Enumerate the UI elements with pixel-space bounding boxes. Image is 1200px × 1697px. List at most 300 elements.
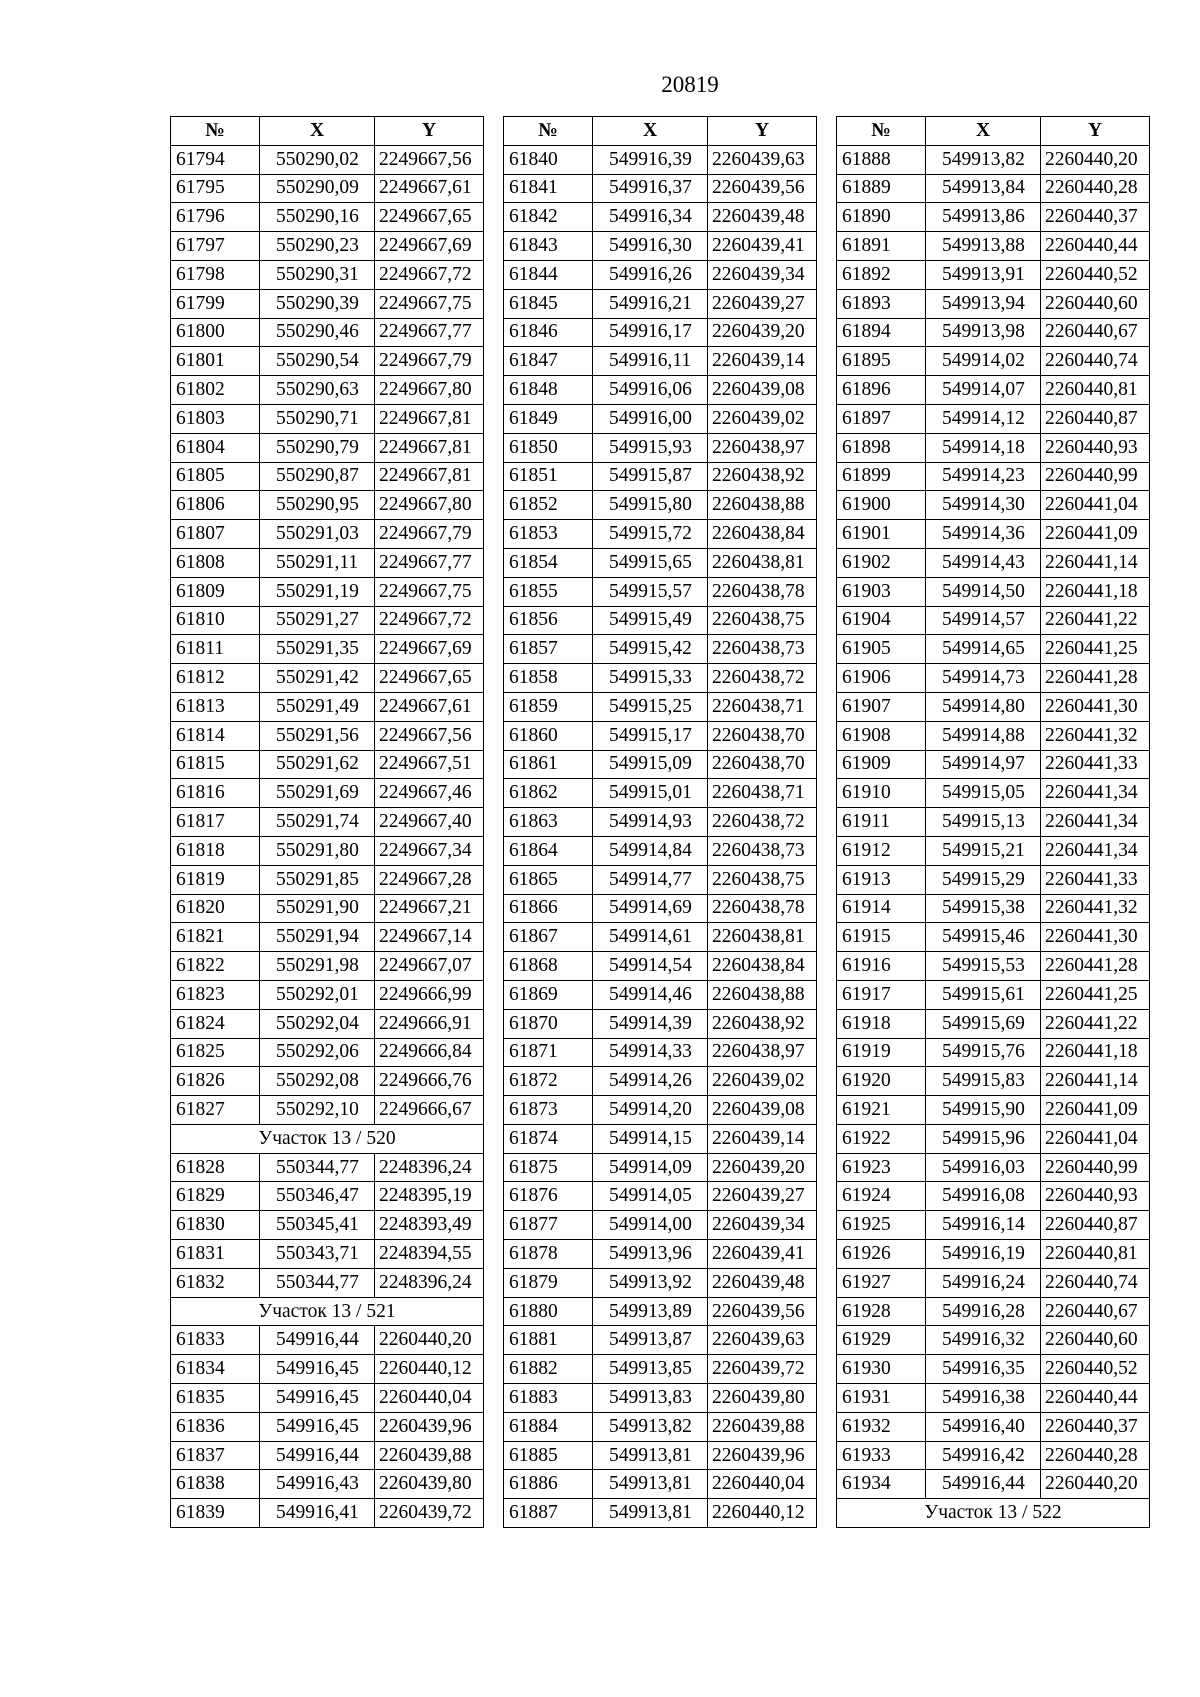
y-coordinate-cell: 2249667,40 bbox=[375, 808, 484, 837]
table-row bbox=[504, 750, 817, 779]
point-number-cell: 61807 bbox=[171, 520, 260, 549]
y-coordinate-cell: 2260439,08 bbox=[708, 1096, 817, 1125]
point-number-cell: 61822 bbox=[171, 952, 260, 981]
table-row bbox=[504, 548, 817, 577]
table-row bbox=[837, 865, 1150, 894]
x-coordinate-cell: 549915,69 bbox=[926, 1009, 1041, 1038]
x-coordinate-cell: 549916,19 bbox=[926, 1240, 1041, 1269]
point-number-cell: 61818 bbox=[171, 836, 260, 865]
table-row bbox=[171, 376, 484, 405]
table-row bbox=[171, 1470, 484, 1499]
point-number-cell: 61838 bbox=[171, 1470, 260, 1499]
x-coordinate-cell: 549916,45 bbox=[260, 1384, 375, 1413]
x-coordinate-cell: 549913,89 bbox=[593, 1297, 708, 1326]
x-coordinate-cell: 550290,23 bbox=[260, 232, 375, 261]
point-number-cell: 61904 bbox=[837, 606, 926, 635]
point-number-cell: 61794 bbox=[171, 145, 260, 174]
x-coordinate-cell: 550343,71 bbox=[260, 1240, 375, 1269]
table-row bbox=[837, 1441, 1150, 1470]
table-row bbox=[837, 1384, 1150, 1413]
y-coordinate-cell: 2260441,25 bbox=[1041, 980, 1150, 1009]
y-coordinate-cell: 2260441,22 bbox=[1041, 1009, 1150, 1038]
point-number-cell: 61823 bbox=[171, 980, 260, 1009]
point-number-cell: 61894 bbox=[837, 318, 926, 347]
x-coordinate-cell: 549915,65 bbox=[593, 548, 708, 577]
x-coordinate-cell: 549916,41 bbox=[260, 1499, 375, 1528]
y-coordinate-cell: 2260440,37 bbox=[1041, 203, 1150, 232]
table-row bbox=[171, 577, 484, 606]
point-number-cell: 61915 bbox=[837, 923, 926, 952]
table-row bbox=[837, 606, 1150, 635]
point-number-cell: 61880 bbox=[504, 1297, 593, 1326]
table-row bbox=[837, 1182, 1150, 1211]
table-row bbox=[171, 721, 484, 750]
x-coordinate-cell: 549914,20 bbox=[593, 1096, 708, 1125]
y-coordinate-cell: 2249667,21 bbox=[375, 894, 484, 923]
point-number-cell: 61914 bbox=[837, 894, 926, 923]
table-row bbox=[837, 836, 1150, 865]
y-coordinate-cell: 2260441,18 bbox=[1041, 1038, 1150, 1067]
point-number-cell: 61891 bbox=[837, 232, 926, 261]
y-coordinate-cell: 2249667,79 bbox=[375, 347, 484, 376]
point-number-cell: 61922 bbox=[837, 1124, 926, 1153]
point-number-cell: 61846 bbox=[504, 318, 593, 347]
y-coordinate-cell: 2260441,30 bbox=[1041, 692, 1150, 721]
y-coordinate-cell: 2260438,81 bbox=[708, 923, 817, 952]
x-coordinate-cell: 550292,04 bbox=[260, 1009, 375, 1038]
y-coordinate-cell: 2260440,99 bbox=[1041, 1153, 1150, 1182]
y-coordinate-cell: 2248393,49 bbox=[375, 1211, 484, 1240]
y-coordinate-cell: 2260440,81 bbox=[1041, 376, 1150, 405]
x-coordinate-cell: 549915,46 bbox=[926, 923, 1041, 952]
table-row bbox=[504, 260, 817, 289]
x-coordinate-cell: 550291,35 bbox=[260, 635, 375, 664]
table-row bbox=[171, 174, 484, 203]
table-row bbox=[171, 433, 484, 462]
x-coordinate-cell: 549914,05 bbox=[593, 1182, 708, 1211]
point-number-cell: 61918 bbox=[837, 1009, 926, 1038]
y-coordinate-cell: 2249666,76 bbox=[375, 1067, 484, 1096]
header-y: Y bbox=[1041, 117, 1150, 146]
x-coordinate-cell: 549914,73 bbox=[926, 664, 1041, 693]
x-coordinate-cell: 549914,02 bbox=[926, 347, 1041, 376]
table-row bbox=[504, 203, 817, 232]
x-coordinate-cell: 549914,12 bbox=[926, 404, 1041, 433]
x-coordinate-cell: 549914,84 bbox=[593, 836, 708, 865]
table-row bbox=[171, 1268, 484, 1297]
y-coordinate-cell: 2249667,80 bbox=[375, 376, 484, 405]
y-coordinate-cell: 2260438,92 bbox=[708, 1009, 817, 1038]
x-coordinate-cell: 549915,17 bbox=[593, 721, 708, 750]
point-number-cell: 61851 bbox=[504, 462, 593, 491]
x-coordinate-cell: 549916,17 bbox=[593, 318, 708, 347]
point-number-cell: 61862 bbox=[504, 779, 593, 808]
y-coordinate-cell: 2260441,34 bbox=[1041, 779, 1150, 808]
table-row bbox=[504, 1124, 817, 1153]
x-coordinate-cell: 550290,31 bbox=[260, 260, 375, 289]
point-number-cell: 61887 bbox=[504, 1499, 593, 1528]
x-coordinate-cell: 549915,25 bbox=[593, 692, 708, 721]
point-number-cell: 61799 bbox=[171, 289, 260, 318]
x-coordinate-cell: 549916,42 bbox=[926, 1441, 1041, 1470]
y-coordinate-cell: 2260439,56 bbox=[708, 174, 817, 203]
x-coordinate-cell: 549916,45 bbox=[260, 1412, 375, 1441]
x-coordinate-cell: 550291,11 bbox=[260, 548, 375, 577]
y-coordinate-cell: 2249666,84 bbox=[375, 1038, 484, 1067]
table-row bbox=[837, 1326, 1150, 1355]
x-coordinate-cell: 550290,16 bbox=[260, 203, 375, 232]
x-coordinate-cell: 549916,32 bbox=[926, 1326, 1041, 1355]
x-coordinate-cell: 550292,08 bbox=[260, 1067, 375, 1096]
table-row bbox=[171, 145, 484, 174]
table-row bbox=[837, 1470, 1150, 1499]
section-label: Участок 13 / 522 bbox=[837, 1499, 1150, 1528]
y-coordinate-cell: 2249667,69 bbox=[375, 635, 484, 664]
y-coordinate-cell: 2260440,44 bbox=[1041, 1384, 1150, 1413]
table-row bbox=[504, 376, 817, 405]
coordinates-table-3 bbox=[836, 116, 1150, 1528]
table-row bbox=[504, 779, 817, 808]
table-row bbox=[837, 433, 1150, 462]
point-number-cell: 61795 bbox=[171, 174, 260, 203]
x-coordinate-cell: 549916,03 bbox=[926, 1153, 1041, 1182]
table-row bbox=[171, 1182, 484, 1211]
point-number-cell: 61870 bbox=[504, 1009, 593, 1038]
y-coordinate-cell: 2260439,27 bbox=[708, 1182, 817, 1211]
y-coordinate-cell: 2249667,61 bbox=[375, 174, 484, 203]
table-row bbox=[504, 980, 817, 1009]
y-coordinate-cell: 2260439,88 bbox=[375, 1441, 484, 1470]
point-number-cell: 61917 bbox=[837, 980, 926, 1009]
x-coordinate-cell: 550344,77 bbox=[260, 1268, 375, 1297]
x-coordinate-cell: 549916,24 bbox=[926, 1268, 1041, 1297]
x-coordinate-cell: 550291,85 bbox=[260, 865, 375, 894]
table-row bbox=[504, 952, 817, 981]
x-coordinate-cell: 549914,54 bbox=[593, 952, 708, 981]
x-coordinate-cell: 549915,42 bbox=[593, 635, 708, 664]
x-coordinate-cell: 549915,83 bbox=[926, 1067, 1041, 1096]
point-number-cell: 61843 bbox=[504, 232, 593, 261]
y-coordinate-cell: 2260439,27 bbox=[708, 289, 817, 318]
page-number: 20819 bbox=[661, 72, 719, 97]
point-number-cell: 61808 bbox=[171, 548, 260, 577]
table-row bbox=[837, 808, 1150, 837]
y-coordinate-cell: 2249666,91 bbox=[375, 1009, 484, 1038]
x-coordinate-cell: 550290,46 bbox=[260, 318, 375, 347]
point-number-cell: 61860 bbox=[504, 721, 593, 750]
y-coordinate-cell: 2260441,34 bbox=[1041, 808, 1150, 837]
y-coordinate-cell: 2249667,72 bbox=[375, 606, 484, 635]
x-coordinate-cell: 549913,84 bbox=[926, 174, 1041, 203]
x-coordinate-cell: 549914,23 bbox=[926, 462, 1041, 491]
table-row bbox=[171, 1153, 484, 1182]
table-row bbox=[504, 1096, 817, 1125]
point-number-cell: 61934 bbox=[837, 1470, 926, 1499]
table-row bbox=[837, 289, 1150, 318]
x-coordinate-cell: 549915,93 bbox=[593, 433, 708, 462]
table-row bbox=[504, 347, 817, 376]
table-row bbox=[504, 1240, 817, 1269]
point-number-cell: 61885 bbox=[504, 1441, 593, 1470]
y-coordinate-cell: 2260441,09 bbox=[1041, 520, 1150, 549]
y-coordinate-cell: 2260439,96 bbox=[375, 1412, 484, 1441]
x-coordinate-cell: 550291,19 bbox=[260, 577, 375, 606]
table-row bbox=[504, 1067, 817, 1096]
x-coordinate-cell: 550290,71 bbox=[260, 404, 375, 433]
x-coordinate-cell: 549914,61 bbox=[593, 923, 708, 952]
point-number-cell: 61921 bbox=[837, 1096, 926, 1125]
table-row bbox=[837, 520, 1150, 549]
point-number-cell: 61816 bbox=[171, 779, 260, 808]
y-coordinate-cell: 2260438,71 bbox=[708, 779, 817, 808]
section-row bbox=[171, 1124, 484, 1153]
y-coordinate-cell: 2260440,74 bbox=[1041, 1268, 1150, 1297]
point-number-cell: 61801 bbox=[171, 347, 260, 376]
y-coordinate-cell: 2260438,92 bbox=[708, 462, 817, 491]
x-coordinate-cell: 549915,87 bbox=[593, 462, 708, 491]
point-number-cell: 61909 bbox=[837, 750, 926, 779]
point-number-cell: 61804 bbox=[171, 433, 260, 462]
table-row bbox=[171, 894, 484, 923]
coordinates-table-1 bbox=[170, 116, 484, 1528]
table-row bbox=[504, 145, 817, 174]
y-coordinate-cell: 2260441,09 bbox=[1041, 1096, 1150, 1125]
table-row bbox=[171, 836, 484, 865]
x-coordinate-cell: 550290,54 bbox=[260, 347, 375, 376]
table-row bbox=[504, 1297, 817, 1326]
table-row bbox=[504, 865, 817, 894]
point-number-cell: 61850 bbox=[504, 433, 593, 462]
x-coordinate-cell: 550291,98 bbox=[260, 952, 375, 981]
point-number-cell: 61800 bbox=[171, 318, 260, 347]
table-row bbox=[504, 232, 817, 261]
y-coordinate-cell: 2260440,52 bbox=[1041, 260, 1150, 289]
y-coordinate-cell: 2260439,80 bbox=[708, 1384, 817, 1413]
point-number-cell: 61919 bbox=[837, 1038, 926, 1067]
point-number-cell: 61830 bbox=[171, 1211, 260, 1240]
y-coordinate-cell: 2260439,48 bbox=[708, 1268, 817, 1297]
table-row bbox=[171, 635, 484, 664]
header-number: № bbox=[171, 117, 260, 146]
y-coordinate-cell: 2260438,71 bbox=[708, 692, 817, 721]
y-coordinate-cell: 2249667,81 bbox=[375, 462, 484, 491]
x-coordinate-cell: 550291,94 bbox=[260, 923, 375, 952]
table-header-row bbox=[171, 117, 484, 146]
table-row bbox=[504, 1211, 817, 1240]
y-coordinate-cell: 2260439,20 bbox=[708, 1153, 817, 1182]
point-number-cell: 61809 bbox=[171, 577, 260, 606]
table-row bbox=[837, 1211, 1150, 1240]
y-coordinate-cell: 2260441,25 bbox=[1041, 635, 1150, 664]
x-coordinate-cell: 549915,05 bbox=[926, 779, 1041, 808]
point-number-cell: 61853 bbox=[504, 520, 593, 549]
table-row bbox=[171, 952, 484, 981]
point-number-cell: 61905 bbox=[837, 635, 926, 664]
y-coordinate-cell: 2260441,14 bbox=[1041, 1067, 1150, 1096]
x-coordinate-cell: 550290,79 bbox=[260, 433, 375, 462]
x-coordinate-cell: 549916,38 bbox=[926, 1384, 1041, 1413]
x-coordinate-cell: 549915,13 bbox=[926, 808, 1041, 837]
y-coordinate-cell: 2260439,88 bbox=[708, 1412, 817, 1441]
y-coordinate-cell: 2260438,75 bbox=[708, 606, 817, 635]
table-row bbox=[504, 1470, 817, 1499]
x-coordinate-cell: 549914,30 bbox=[926, 491, 1041, 520]
x-coordinate-cell: 549914,46 bbox=[593, 980, 708, 1009]
y-coordinate-cell: 2260440,87 bbox=[1041, 1211, 1150, 1240]
x-coordinate-cell: 549913,92 bbox=[593, 1268, 708, 1297]
x-coordinate-cell: 549915,90 bbox=[926, 1096, 1041, 1125]
x-coordinate-cell: 549916,26 bbox=[593, 260, 708, 289]
table-row bbox=[171, 462, 484, 491]
point-number-cell: 61847 bbox=[504, 347, 593, 376]
point-number-cell: 61844 bbox=[504, 260, 593, 289]
table-row bbox=[504, 894, 817, 923]
table-row bbox=[171, 1412, 484, 1441]
table-row bbox=[837, 750, 1150, 779]
x-coordinate-cell: 549914,93 bbox=[593, 808, 708, 837]
table-row bbox=[171, 491, 484, 520]
point-number-cell: 61883 bbox=[504, 1384, 593, 1413]
table-row bbox=[837, 404, 1150, 433]
point-number-cell: 61897 bbox=[837, 404, 926, 433]
y-coordinate-cell: 2260440,60 bbox=[1041, 1326, 1150, 1355]
x-coordinate-cell: 549915,21 bbox=[926, 836, 1041, 865]
point-number-cell: 61875 bbox=[504, 1153, 593, 1182]
x-coordinate-cell: 549913,82 bbox=[593, 1412, 708, 1441]
x-coordinate-cell: 549916,14 bbox=[926, 1211, 1041, 1240]
x-coordinate-cell: 550291,56 bbox=[260, 721, 375, 750]
table-row bbox=[837, 1268, 1150, 1297]
table-row bbox=[171, 923, 484, 952]
point-number-cell: 61810 bbox=[171, 606, 260, 635]
point-number-cell: 61865 bbox=[504, 865, 593, 894]
table-row bbox=[837, 203, 1150, 232]
y-coordinate-cell: 2260441,32 bbox=[1041, 721, 1150, 750]
x-coordinate-cell: 549916,44 bbox=[260, 1441, 375, 1470]
point-number-cell: 61886 bbox=[504, 1470, 593, 1499]
point-number-cell: 61802 bbox=[171, 376, 260, 405]
x-coordinate-cell: 549914,65 bbox=[926, 635, 1041, 664]
x-coordinate-cell: 549914,50 bbox=[926, 577, 1041, 606]
y-coordinate-cell: 2260441,32 bbox=[1041, 894, 1150, 923]
y-coordinate-cell: 2260438,78 bbox=[708, 577, 817, 606]
table-row bbox=[171, 203, 484, 232]
table-row bbox=[837, 894, 1150, 923]
y-coordinate-cell: 2260441,22 bbox=[1041, 606, 1150, 635]
x-coordinate-cell: 549914,15 bbox=[593, 1124, 708, 1153]
point-number-cell: 61817 bbox=[171, 808, 260, 837]
point-number-cell: 61803 bbox=[171, 404, 260, 433]
y-coordinate-cell: 2248395,19 bbox=[375, 1182, 484, 1211]
x-coordinate-cell: 550292,01 bbox=[260, 980, 375, 1009]
x-coordinate-cell: 549916,00 bbox=[593, 404, 708, 433]
point-number-cell: 61819 bbox=[171, 865, 260, 894]
x-coordinate-cell: 549914,77 bbox=[593, 865, 708, 894]
table-row bbox=[837, 664, 1150, 693]
section-label: Участок 13 / 521 bbox=[171, 1297, 484, 1326]
y-coordinate-cell: 2249667,72 bbox=[375, 260, 484, 289]
x-coordinate-cell: 549913,91 bbox=[926, 260, 1041, 289]
point-number-cell: 61824 bbox=[171, 1009, 260, 1038]
table-row bbox=[504, 923, 817, 952]
point-number-cell: 61840 bbox=[504, 145, 593, 174]
y-coordinate-cell: 2260441,18 bbox=[1041, 577, 1150, 606]
point-number-cell: 61864 bbox=[504, 836, 593, 865]
table-row bbox=[171, 692, 484, 721]
y-coordinate-cell: 2260441,33 bbox=[1041, 750, 1150, 779]
table-row bbox=[837, 577, 1150, 606]
x-coordinate-cell: 550291,49 bbox=[260, 692, 375, 721]
point-number-cell: 61868 bbox=[504, 952, 593, 981]
y-coordinate-cell: 2260438,75 bbox=[708, 865, 817, 894]
y-coordinate-cell: 2260439,63 bbox=[708, 145, 817, 174]
table-row bbox=[171, 779, 484, 808]
y-coordinate-cell: 2260441,28 bbox=[1041, 952, 1150, 981]
table-row bbox=[504, 1384, 817, 1413]
table-row bbox=[837, 779, 1150, 808]
x-coordinate-cell: 549913,81 bbox=[593, 1499, 708, 1528]
y-coordinate-cell: 2249667,77 bbox=[375, 548, 484, 577]
point-number-cell: 61834 bbox=[171, 1355, 260, 1384]
point-number-cell: 61811 bbox=[171, 635, 260, 664]
y-coordinate-cell: 2260440,87 bbox=[1041, 404, 1150, 433]
y-coordinate-cell: 2260439,14 bbox=[708, 1124, 817, 1153]
x-coordinate-cell: 550291,80 bbox=[260, 836, 375, 865]
point-number-cell: 61913 bbox=[837, 865, 926, 894]
y-coordinate-cell: 2260438,88 bbox=[708, 980, 817, 1009]
table-row bbox=[837, 980, 1150, 1009]
point-number-cell: 61925 bbox=[837, 1211, 926, 1240]
point-number-cell: 61836 bbox=[171, 1412, 260, 1441]
y-coordinate-cell: 2260440,93 bbox=[1041, 1182, 1150, 1211]
x-coordinate-cell: 550292,10 bbox=[260, 1096, 375, 1125]
point-number-cell: 61876 bbox=[504, 1182, 593, 1211]
table-row bbox=[837, 174, 1150, 203]
y-coordinate-cell: 2249666,67 bbox=[375, 1096, 484, 1125]
table-row bbox=[504, 664, 817, 693]
x-coordinate-cell: 550290,87 bbox=[260, 462, 375, 491]
table-row bbox=[837, 1240, 1150, 1269]
y-coordinate-cell: 2248396,24 bbox=[375, 1153, 484, 1182]
y-coordinate-cell: 2260438,97 bbox=[708, 1038, 817, 1067]
point-number-cell: 61829 bbox=[171, 1182, 260, 1211]
table-row bbox=[171, 980, 484, 1009]
x-coordinate-cell: 549914,69 bbox=[593, 894, 708, 923]
x-coordinate-cell: 549914,97 bbox=[926, 750, 1041, 779]
y-coordinate-cell: 2249667,46 bbox=[375, 779, 484, 808]
point-number-cell: 61912 bbox=[837, 836, 926, 865]
table-row bbox=[837, 376, 1150, 405]
x-coordinate-cell: 550345,41 bbox=[260, 1211, 375, 1240]
point-number-cell: 61892 bbox=[837, 260, 926, 289]
y-coordinate-cell: 2260441,33 bbox=[1041, 865, 1150, 894]
x-coordinate-cell: 550291,74 bbox=[260, 808, 375, 837]
x-coordinate-cell: 549914,88 bbox=[926, 721, 1041, 750]
table-row bbox=[171, 1326, 484, 1355]
table-row bbox=[171, 404, 484, 433]
x-coordinate-cell: 549913,83 bbox=[593, 1384, 708, 1413]
y-coordinate-cell: 2249667,65 bbox=[375, 203, 484, 232]
point-number-cell: 61869 bbox=[504, 980, 593, 1009]
table-row bbox=[171, 664, 484, 693]
y-coordinate-cell: 2260440,93 bbox=[1041, 433, 1150, 462]
y-coordinate-cell: 2260441,04 bbox=[1041, 1124, 1150, 1153]
table-row bbox=[837, 318, 1150, 347]
y-coordinate-cell: 2260440,67 bbox=[1041, 1297, 1150, 1326]
x-coordinate-cell: 550291,69 bbox=[260, 779, 375, 808]
y-coordinate-cell: 2260439,48 bbox=[708, 203, 817, 232]
y-coordinate-cell: 2260440,67 bbox=[1041, 318, 1150, 347]
